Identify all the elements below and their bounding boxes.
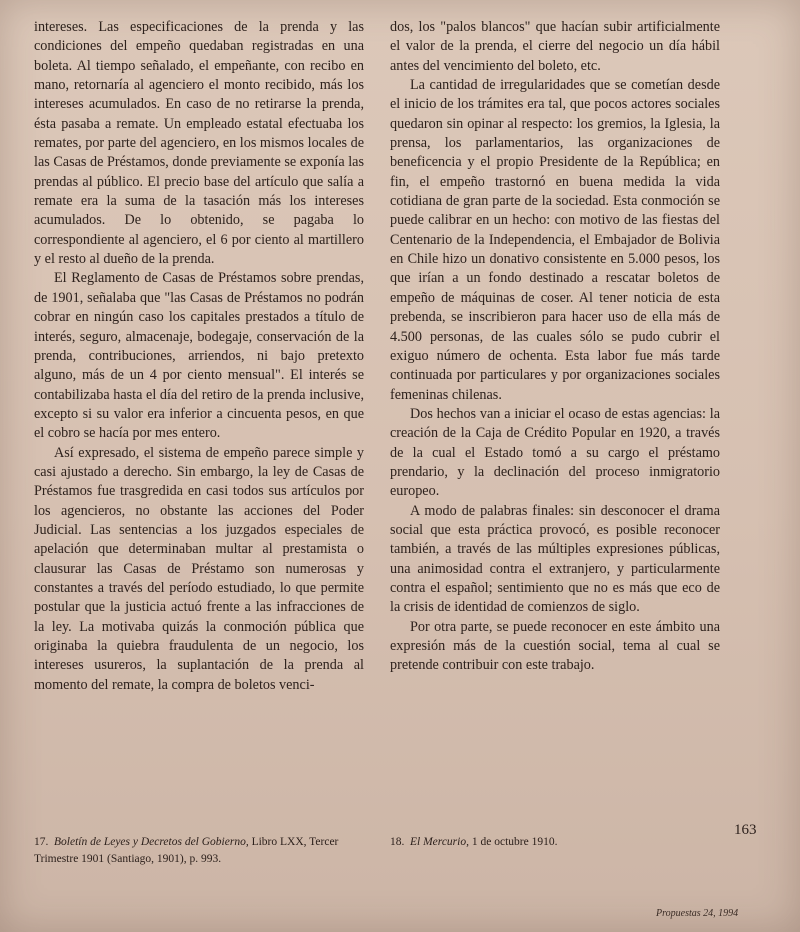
footnote-details: 1 de octubre 1910. bbox=[468, 836, 558, 848]
right-text-column bbox=[390, 18, 720, 676]
paragraph: dos, los "palos blancos" que hacían subir artificialmente el valor de la prenda, el cierre del negocio un día hábil antes del vencimiento del boleto, etc. bbox=[390, 19, 720, 74]
paragraph: Por otra parte, se puede reconocer en este ámbito una expresión más de la cuestión social, tema al cual se pretende contribuir con este trabajo. bbox=[390, 618, 720, 674]
footnote-18 bbox=[390, 834, 720, 851]
paragraph: intereses. Las especificaciones de la prenda y las condiciones del empeño quedaban registradas en una boleta. Al tiempo señalado, el empeñante, con recibo en mano, retornaría al agenciero el monto recibido, más los intereses acumulados. En caso de no retirarse la prenda, ésta pasaba a remate. Un empleado estatal efectuaba los remates, por parte del agenciero, en los mismos locales de las Casas de Préstamos, donde previamente se exponía las prendas al público. El precio base del artículo que salía a remate era la suma de la tasación más los intereses acumulados. De lo obtenido, se pagaba lo correspondiente al agenciero, el 6 por ciento al martillero y el resto al dueño de la prenda. bbox=[34, 19, 364, 268]
left-text-column bbox=[34, 18, 364, 695]
footnote-number: 18. bbox=[390, 836, 405, 848]
running-footer: Propuestas 24, 1994 bbox=[656, 908, 739, 919]
paragraph: La cantidad de irregularidades que se cometían desde el inicio de los trámites era tal, que pocos actores sociales quedaron sin opinar al respecto: los gremios, la Iglesia, la prensa, los parlamentarios, las organizaciones de beneficencia y el propio Presidente de la República; en fin, el empeño trastornó en buena medida la vida cotidiana de gran parte de la sociedad. Esta conmoción se puede calibrar en un hecho: con motivo de las fiestas del Centenario de la Independencia, el Embajador de Bolivia en Chile hizo un donativo consistente en 5.000 pesos, los que irían a un fondo destinado a rescatar boletos de empeño de máquinas de coser. Al tener noticia de esta prebenda, se inscribieron para hacer uso de ella más de 4.500 personas, de las cuales sólo se pudo cubrir el exiguo número de ochenta. Esta labor fue más tarde continuada por particulares y por organizaciones sociales femeninas chilenas. bbox=[390, 77, 720, 403]
footnote-source: El Mercurio, bbox=[410, 836, 469, 848]
paragraph: Dos hechos van a iniciar el ocaso de estas agencias: la creación de la Caja de Crédito Popular en 1920, a través de la cual el Estado tomó a su cargo el préstamo prendario, y la declinación del proceso inmigratorio europeo. bbox=[390, 405, 720, 500]
page-number: 163 bbox=[734, 822, 757, 838]
paragraph: Así expresado, el sistema de empeño parece simple y casi ajustado a derecho. Sin embargo, la ley de Casas de Préstamos fue trasgredida en casi todos sus artículos por los agencieros, no obstante las acciones del Poder Judicial. Las sentencias a los juzgados especiales de apelación que determinaban multar al prestamista o clausurar las Casas de Préstamo son numerosas y constantes a través del período estudiado, lo que permite postular que la justicia actuó frente a las infracciones de la ley. La motivaba quizás la conmoción pública que originaba la quiebra fraudulenta de un negocio, los intereses usureros, la suplantación de la prenda al momento del remate, la compra de boletos venci- bbox=[34, 444, 364, 693]
paragraph: El Reglamento de Casas de Préstamos sobre prendas, de 1901, señalaba que "las Casas de Préstamos no podrán cobrar en ningún caso los capitales prestados a título de interés, seguro, almacenaje, bodegaje, conservación de la prenda, contribuciones, arriendos, ni bajo pretexto alguno, más de un 4 por ciento mensual". El interés se contabilizaba hasta el día del retiro de la prenda inclusive, excepto si su valor era inferior a cincuenta pesos, en que el cobro se hacía por mes entero. bbox=[34, 270, 364, 442]
footnote-source: Boletín de Leyes y Decretos del Gobierno, bbox=[54, 836, 249, 848]
footnote-17 bbox=[34, 834, 364, 868]
footnote-number: 17. bbox=[34, 836, 49, 848]
paragraph: A modo de palabras finales: sin desconocer el drama social que esta práctica provocó, es posible reconocer también, a través de las múltiples expresiones públicas, una animosidad contra el extranjero, y particularmente contra el español; sentimiento que no es más que eco de la crisis de identidad de comienzos de siglo. bbox=[390, 502, 720, 616]
footnote-details: Libro LXX, Tercer Trimestre 1901 (Santiago, 1901), p. 993. bbox=[34, 836, 339, 865]
